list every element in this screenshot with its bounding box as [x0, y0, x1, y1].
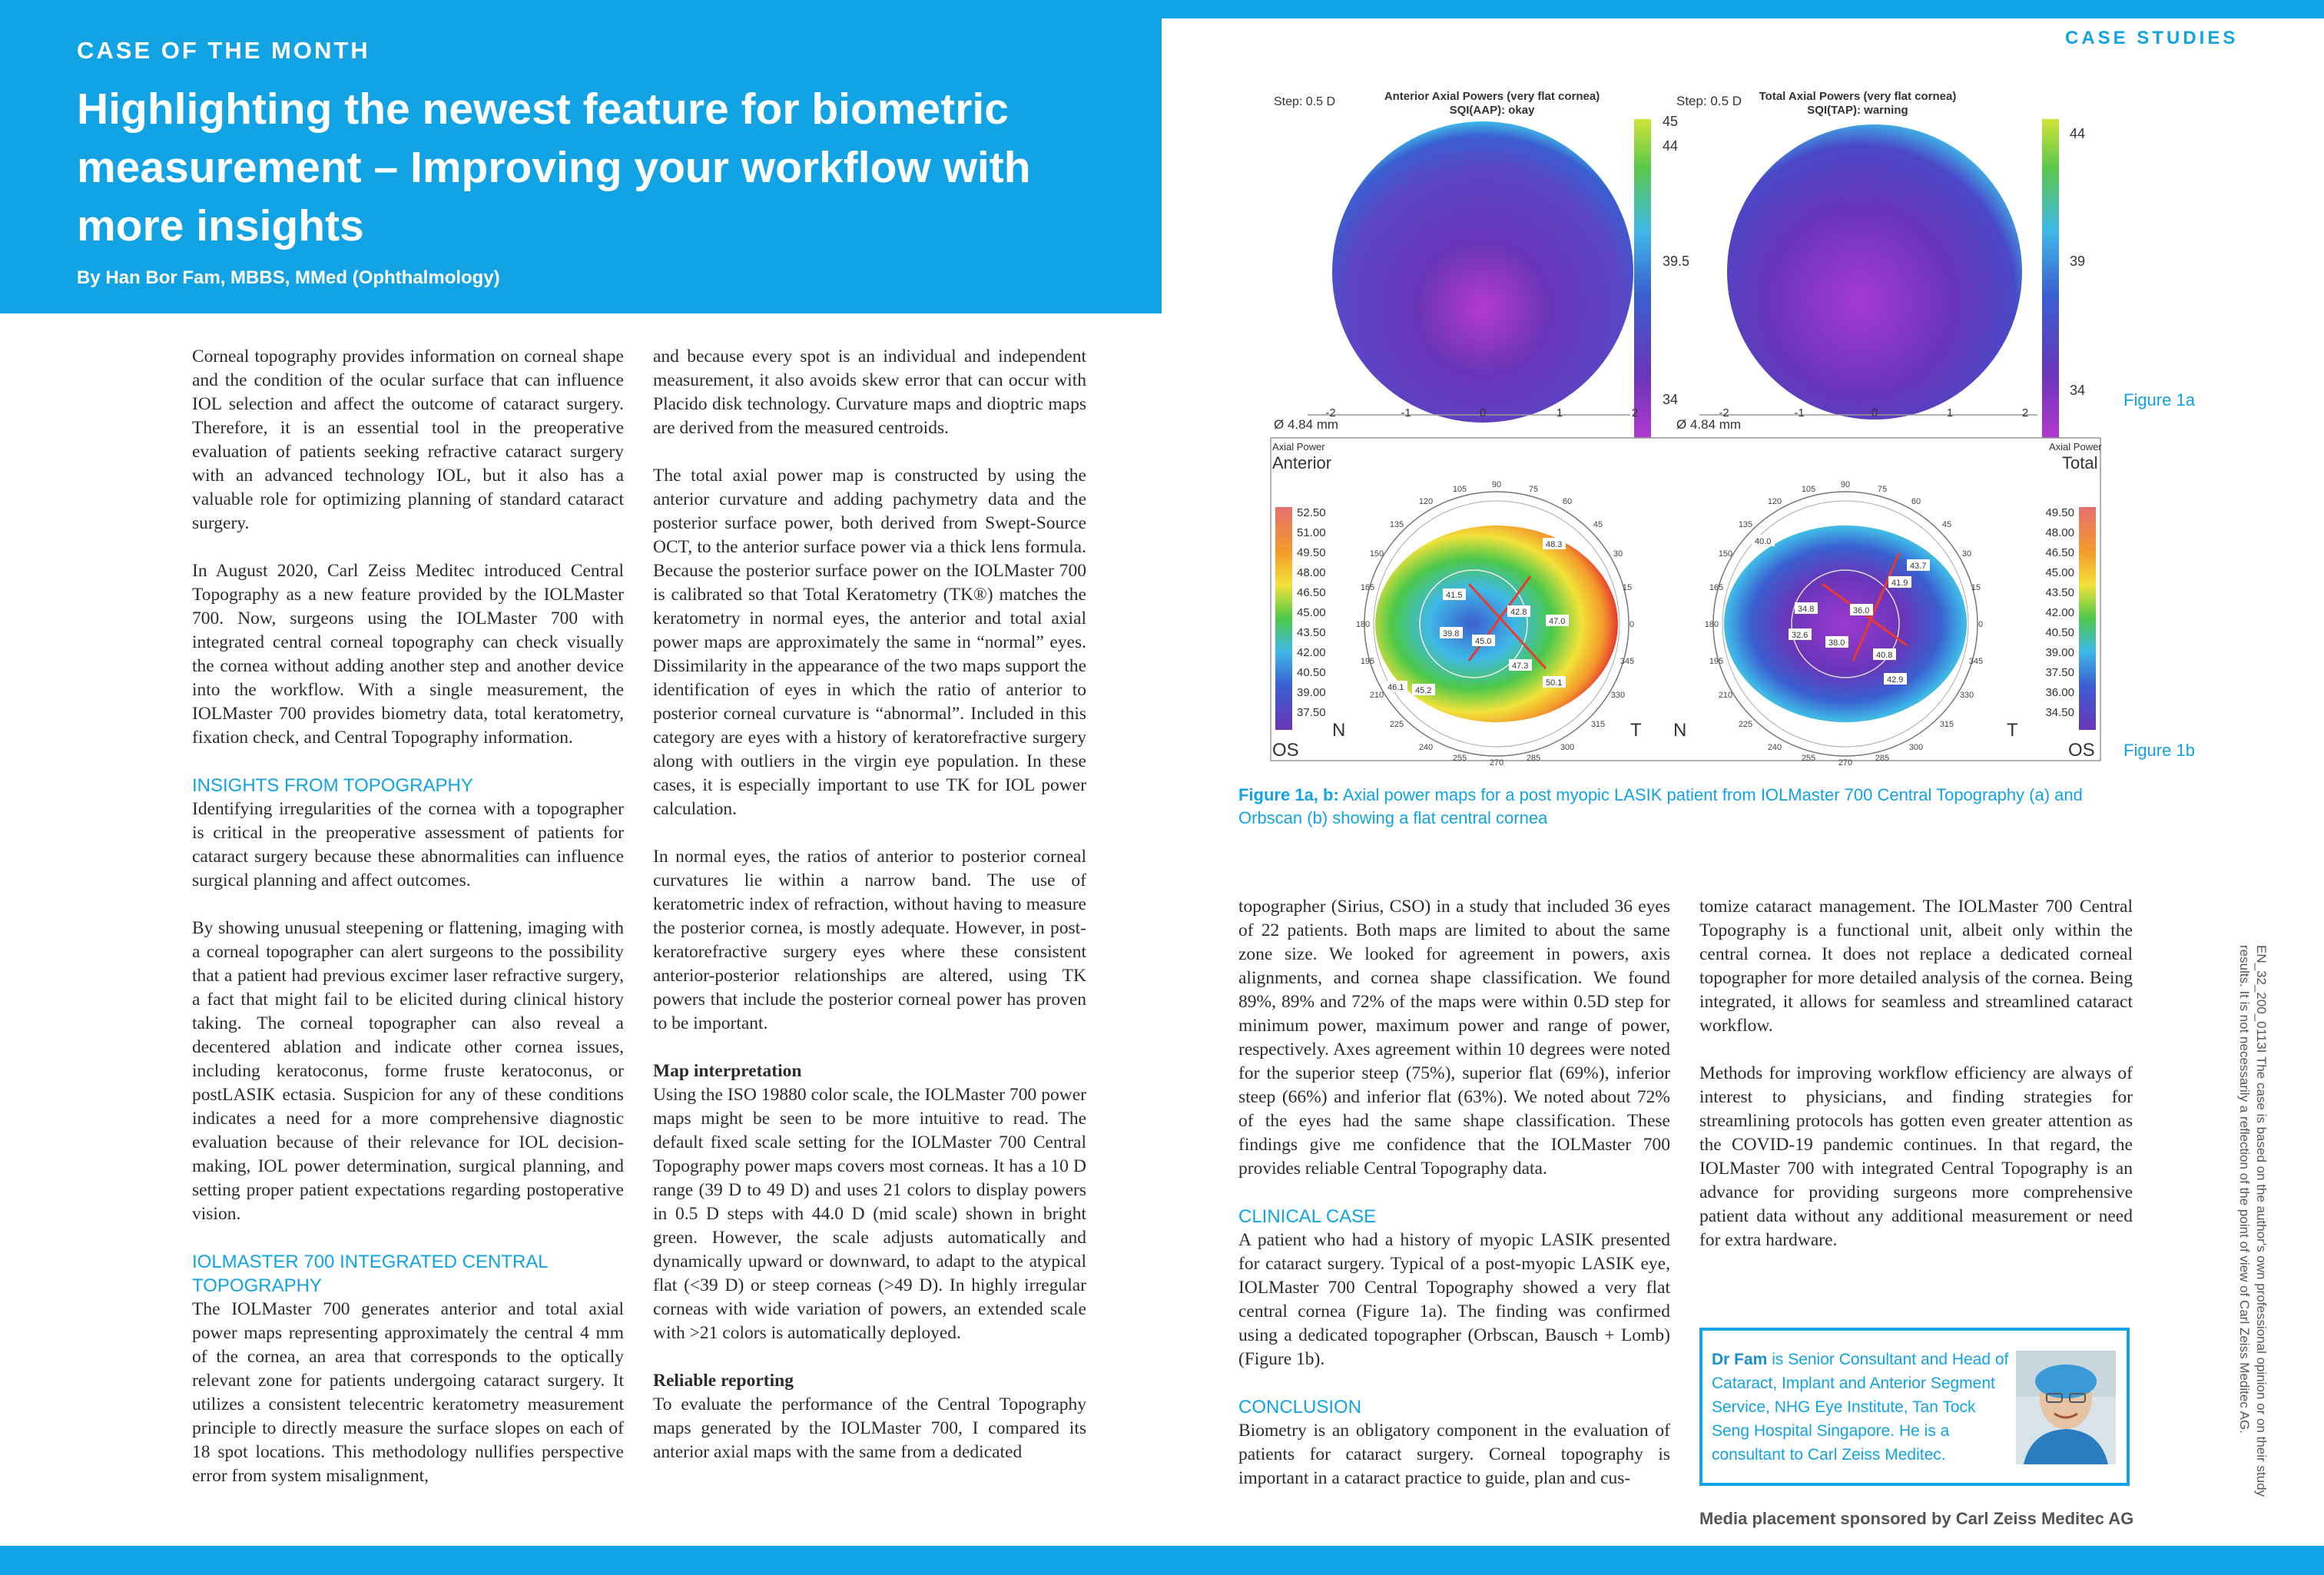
degree-label: 315: [1939, 720, 1954, 729]
paragraph: To evaluate the performance of the Central Topography maps generated by the IOLMaster 700, I compared its anterior axial maps with the same from a dedicated: [653, 1394, 1086, 1462]
degree-label: 150: [1718, 549, 1733, 559]
scale-label: 49.50: [2045, 506, 2074, 519]
degree-label: 300: [1908, 743, 1924, 752]
degree-label: 45: [1941, 520, 1952, 529]
degree-label: 165: [1709, 583, 1724, 592]
degree-label: 15: [1622, 583, 1633, 592]
value-label: 40.0: [1755, 537, 1772, 546]
column-2: [653, 345, 1086, 1488]
nasal-label: N: [1332, 720, 1346, 741]
value-label: 48.3: [1546, 540, 1563, 549]
scale-label: 46.50: [2045, 546, 2074, 559]
color-scale: [2079, 507, 2096, 730]
paragraph: Using the ISO 19880 color scale, the IOLMaster 700 power maps might be seen to be more intuitive to read. The default fixed scale setting for the IOLMaster 700 Central Topography power maps covers most corneas. It has a 10 D range (39 D to 49 D) and uses 21 colors to display powers in 0.5 D steps with 44.0 D (mid scale) shown in bright green. However, the scale adjusts automatically and dynamically upward or downward, to adapt to the atypical flat (<39 D) or steep corneas (>49 D). In highly irregular corneas with wide variation of powers, an extended scale with >21 colors is automatically deployed.: [653, 1085, 1086, 1343]
value-label: 32.6: [1792, 631, 1808, 640]
degree-label: 240: [1418, 743, 1434, 752]
degree-label: 255: [1452, 754, 1467, 763]
section-heading: IOLMASTER 700 INTEGRATED CENTRAL TOPOGRAPHY: [192, 1252, 548, 1296]
scale-label: 34.50: [2045, 706, 2074, 719]
degree-label: 195: [1360, 657, 1375, 666]
scale-label: 44: [1663, 138, 1679, 154]
scale-label: 43.50: [1297, 626, 1326, 639]
value-label: 41.9: [1891, 579, 1908, 588]
figure-caption: [1238, 784, 2145, 830]
scale-label: 45.00: [1297, 606, 1326, 619]
tick-label: -2: [1719, 406, 1729, 419]
paragraph: and because every spot is an individual and independent measurement, it also avoids skew error that can occur with Placido disk technology. Curvature maps and dioptric maps are derived from the measured centroids.: [653, 346, 1086, 438]
degree-label: 330: [1959, 691, 1974, 700]
scale-label: 37.50: [1297, 706, 1326, 719]
paragraph: In normal eyes, the ratios of anterior to posterior corneal curvatures lie within a narrow band. The use of keratometric index of refraction, without having to measure the posterior cornea, is mostly adequate. However, in post-keratorefractive surgery eyes where these consistent anterior-posterior relationships are altered, using TK powers that include the posterior corneal power has proven to be important.: [653, 847, 1086, 1033]
degree-label: 120: [1767, 497, 1782, 506]
author-bio: [1712, 1348, 2011, 1467]
degree-label: 330: [1610, 691, 1626, 700]
color-scale: [2042, 119, 2059, 440]
degree-label: 180: [1704, 620, 1719, 629]
scale-label: 36.00: [2045, 686, 2074, 699]
map-name: Total: [2062, 453, 2098, 472]
degree-label: 300: [1560, 743, 1575, 752]
tick-label: 0: [1871, 406, 1878, 419]
color-scale: [1275, 507, 1292, 730]
scale-label: 43.50: [2045, 586, 2074, 599]
degree-label: 225: [1389, 720, 1404, 729]
author-name: Dr Fam: [1712, 1351, 1768, 1368]
scale-label: 51.00: [1297, 526, 1326, 539]
value-label: 43.7: [1910, 562, 1927, 571]
paragraph: Corneal topography provides information on corneal shape and the condition of the ocular surface that can influence IOL selection and affect the outcome of cataract surgery. Therefore, it is an essential tool in the preoperative evaluation of patients seeking refractive cataract surgery with an advanced technology IOL, but it also has a valuable role for optimizing planning of standard cataract surgery.: [192, 346, 624, 533]
scale-label: 40.50: [1297, 666, 1326, 679]
degree-label: 105: [1801, 485, 1816, 494]
eye-label: OS: [1272, 740, 1299, 761]
power-map: [1724, 526, 1967, 722]
paragraph: The total axial power map is constructed by using the anterior curvature and adding pachymetry data and the posterior surface power, both derived from Swept-Source OCT, to the anterior surface power via a thick lens formula. Because the posterior surface power on the IOLMaster 700 is calibrated so that Total Keratometry (TK®) matches the keratometry in normal eyes, the anterior and total axial power maps are approximately the same in “normal” eyes. Dissimilarity in the appearance of the two maps support the identification of eyes in which the ratio of anterior to posterior corneal curvature is “abnormal”. Included in this category are eyes with a history of keratorefractive surgery along with outliers in the virgin eye population. In these cases, it is especially important to use TK for IOL power calculation.: [653, 466, 1086, 819]
degree-label: 270: [1489, 758, 1504, 768]
value-label: 46.1: [1387, 683, 1404, 692]
scale-label: 39.00: [2045, 646, 2074, 659]
degree-label: 75: [1528, 485, 1539, 494]
scale-label: 39.00: [1297, 686, 1326, 699]
scale-label: 45: [1663, 114, 1679, 129]
tick-label: 2: [2021, 406, 2029, 419]
sqi-label: SQI(AAP): okay: [1449, 104, 1535, 117]
degree-label: 105: [1452, 485, 1467, 494]
sqi-label: SQI(TAP): warning: [1807, 104, 1908, 117]
degree-label: 30: [1961, 549, 1972, 559]
map-name: Anterior: [1272, 453, 1332, 472]
degree-label: 45: [1593, 520, 1603, 529]
degree-label: 345: [1968, 657, 1984, 666]
section-label: CASE STUDIES: [2065, 28, 2239, 48]
tick-label: -1: [1401, 406, 1411, 419]
value-label: 39.8: [1443, 629, 1460, 638]
paragraph: Biometry is an obligatory component in the evaluation of patients for cataract surgery. Corneal topography is important in a cataract practice to guide, plan and cus-: [1238, 1421, 1670, 1488]
iolmaster-total-map: [1676, 90, 2085, 440]
paragraph: tomize cataract management. The IOLMaster 700 Central Topography is a functional unit, albeit only within the central cornea. It does not replace a dedicated corneal topographer for more detailed analysis of the cornea. Being integrated, it allows for seamless and streamlined cataract workflow.: [1699, 897, 2133, 1036]
iolmaster-anterior-map: [1274, 90, 1689, 440]
axial-power-label: Axial Power: [2049, 441, 2102, 453]
degree-label: 165: [1360, 583, 1375, 592]
degree-label: 150: [1369, 549, 1384, 559]
step-label: Step: 0.5 D: [1274, 95, 1336, 108]
value-label: 47.3: [1512, 662, 1529, 671]
degree-label: 210: [1718, 691, 1733, 700]
degree-label: 270: [1838, 758, 1853, 768]
value-label: 47.0: [1549, 617, 1566, 626]
scale-label: 39.5: [1663, 254, 1690, 269]
degree-label: 90: [1491, 480, 1502, 489]
side-disclaimer: EN_32_200_0113I The case is based on the author's own professional opinion or on their study results. It is not necessarily a reflection of the point of view of Carl Zeiss Meditec AG.: [2237, 945, 2269, 1497]
tick-label: 1: [1946, 406, 1954, 419]
scale-label: 34: [1663, 392, 1679, 407]
value-label: 38.0: [1828, 638, 1845, 648]
scale-label: 42.00: [1297, 646, 1326, 659]
tick-label: 2: [1631, 406, 1639, 419]
author-bio-text: is Senior Consultant and Head of Cataract, Implant and Anterior Segment Service, NHG Eye Institute, Tan Tock Seng Hospital Singapore. He is a consultant to Carl Zeiss Meditec.: [1712, 1351, 2009, 1464]
degree-label: 120: [1418, 497, 1434, 506]
figure-1: [1238, 77, 2130, 768]
degree-label: 285: [1875, 754, 1890, 763]
degree-label: 315: [1590, 720, 1606, 729]
byline: By Han Bor Fam, MBBS, MMed (Ophthalmology): [77, 267, 500, 288]
paragraph: Identifying irregularities of the cornea with a topographer is critical in the preoperative assessment of patients for cataract surgery because these abnormalities can influence surgical planning and affect outcomes.: [192, 799, 624, 890]
eye-label: OS: [2068, 740, 2095, 761]
paragraph: A patient who had a history of myopic LASIK presented for cataract surgery. Typical of a post-myopic LASIK eye, IOLMaster 700 Central Topography showed a very flat central cornea (Figure 1a). The finding was confirmed using a dedicated topographer (Orbscan, Bausch + Lomb) (Figure 1b).: [1238, 1230, 1670, 1369]
bottom-rule: [0, 1546, 2324, 1575]
scale-label: 42.00: [2045, 606, 2074, 619]
scale-label: 37.50: [2045, 666, 2074, 679]
diameter-label: Ø 4.84 mm: [1274, 417, 1339, 432]
column-3: [1238, 895, 1670, 1514]
power-map-disc: [1332, 121, 1633, 423]
step-label: Step: 0.5 D: [1676, 94, 1742, 108]
degree-label: 240: [1767, 743, 1782, 752]
section-heading: CONCLUSION: [1238, 1397, 1362, 1418]
value-label: 40.8: [1876, 651, 1893, 660]
diameter-label: Ø 4.84 mm: [1676, 417, 1742, 432]
tick-label: 1: [1556, 406, 1563, 419]
degree-label: 345: [1620, 657, 1635, 666]
kicker: CASE OF THE MONTH: [77, 37, 370, 64]
scale-label: 44: [2070, 126, 2086, 141]
degree-label: 75: [1877, 485, 1888, 494]
temporal-label: T: [2007, 720, 2018, 741]
scale-label: 45.00: [2045, 566, 2074, 579]
section-heading: CLINICAL CASE: [1238, 1206, 1377, 1227]
section-heading: INSIGHTS FROM TOPOGRAPHY: [192, 775, 473, 796]
value-label: 50.1: [1546, 678, 1563, 688]
scale-label: 49.50: [1297, 546, 1326, 559]
color-scale: [1631, 119, 1651, 440]
value-label: 41.5: [1446, 591, 1463, 600]
degree-label: 180: [1355, 620, 1371, 629]
figure-1a-label: Figure 1a: [2123, 390, 2195, 410]
degree-label: 90: [1840, 480, 1851, 489]
degree-label: 225: [1738, 720, 1753, 729]
degree-label: 60: [1562, 497, 1573, 506]
degree-label: 0: [1629, 620, 1635, 629]
scale-label: 40.50: [2045, 626, 2074, 639]
paragraph: The IOLMaster 700 generates anterior and total axial power maps representing approximately the central 4 mm of the cornea, an area that corresponds to the optically relevant zone for patients undergoing cataract surgery. It utilizes a consistent telecentric keratometry measurement principle to directly measure the surface slopes on each of 18 spot locations. This methodology nullifies perspective error from system misalignment,: [192, 1299, 624, 1486]
paragraph: topographer (Sirius, CSO) in a study that included 36 eyes of 22 patients. Both maps are limited to about the same zone size. We looked for agreement in powers, axis alignments, and cornea shape classification. We found 89%, 89% and 72% of the maps were within 0.5D step for minimum power, maximum power and range of power, respectively. Axes agreement within 10 degrees were noted for the superior steep (75%), superior flat (69%), inferior steep (66%) and inferior flat (63%). We noted about 72% of the eyes had the same shape classification. These findings give me confidence that the IOLMaster 700 provides reliable Central Topography data.: [1238, 897, 1670, 1179]
paragraph: Methods for improving workflow efficiency are always of interest to physicians, and finding strategies for streamlining protocols has gotten even greater attention as the COVID-19 pandemic continues. In that regard, the IOLMaster 700 with integrated Central Topography is an advance for providing surgeons more comprehensive patient data without any additional measurement or need for extra hardware.: [1699, 1063, 2133, 1250]
value-label: 42.8: [1510, 608, 1527, 617]
axial-power-label: Axial Power: [1272, 441, 1325, 453]
degree-label: 135: [1389, 520, 1404, 529]
value-label: 45.2: [1415, 686, 1432, 695]
tick-label: -1: [1794, 406, 1805, 419]
degree-label: 210: [1369, 691, 1384, 700]
degree-label: 60: [1911, 497, 1921, 506]
value-label: 45.0: [1475, 637, 1492, 646]
value-label: 42.9: [1887, 675, 1904, 685]
subheading: Reliable reporting: [653, 1371, 794, 1391]
column-4: [1699, 895, 2133, 1276]
degree-label: 30: [1613, 549, 1623, 559]
scale-label: 39: [2070, 254, 2086, 269]
figure-1b-label: Figure 1b: [2123, 741, 2195, 760]
scale-label: 48.00: [1297, 566, 1326, 579]
degree-label: 255: [1801, 754, 1816, 763]
scale-label: 48.00: [2045, 526, 2074, 539]
article-title: Highlighting the newest feature for biometric measurement – Improving your workflow with more insights: [77, 85, 1031, 250]
paragraph: By showing unusual steepening or flattening, imaging with a corneal topographer can alert surgeons to the possibility that a patient had previous excimer laser refractive surgery, a fact that might fail to be elicited during clinical history taking. The corneal topographer can also reveal a decentered ablation and indicate other cornea issues, including keratoconus, forme fruste keratoconus, or postLASIK ectasia. Suspicion for any of these conditions indicates a need for a more comprehensive diagnostic evaluation because of their relevance for IOL decision-making, IOL power determination, surgical planning, and setting proper patient expectations regarding postoperative vision.: [192, 918, 624, 1224]
value-label: 34.8: [1798, 605, 1815, 614]
map-title: Anterior Axial Powers (very flat cornea): [1384, 90, 1600, 103]
author-photo: [2016, 1351, 2116, 1464]
degree-label: 135: [1738, 520, 1753, 529]
scale-label: 34: [2070, 383, 2086, 398]
scale-label: 52.50: [1297, 506, 1326, 519]
value-label: 36.0: [1853, 606, 1870, 615]
caption-lead: Figure 1a, b:: [1238, 785, 1339, 804]
top-rule: [1162, 0, 2324, 18]
degree-label: 15: [1971, 583, 1981, 592]
power-map-disc: [1727, 124, 2022, 419]
paragraph: In August 2020, Carl Zeiss Meditec introduced Central Topography as a new feature provided by the IOLMaster 700. Now, surgeons using the IOLMaster 700 with integrated central corneal topography can check visually the cornea without adding another step and another device into the workflow. With a single measurement, the IOLMaster 700 provides biometry data, total keratometry, fixation check, and Central Topography information.: [192, 561, 624, 748]
nasal-label: N: [1673, 720, 1687, 741]
tick-label: 0: [1479, 406, 1487, 419]
map-title: Total Axial Powers (very flat cornea): [1759, 90, 1957, 103]
sponsor-note: Media placement sponsored by Carl Zeiss Meditec AG: [1699, 1509, 2134, 1528]
degree-label: 285: [1526, 754, 1541, 763]
column-1: [192, 345, 624, 1512]
caption-text: Axial power maps for a post myopic LASIK patient from IOLMaster 700 Central Topography (a) and Orbscan (b) showing a flat central cornea: [1238, 785, 2083, 827]
subheading: Map interpretation: [653, 1061, 802, 1081]
scale-label: 46.50: [1297, 586, 1326, 599]
tick-label: -2: [1325, 406, 1336, 419]
degree-label: 195: [1709, 657, 1724, 666]
degree-label: 0: [1978, 620, 1984, 629]
temporal-label: T: [1630, 720, 1642, 741]
